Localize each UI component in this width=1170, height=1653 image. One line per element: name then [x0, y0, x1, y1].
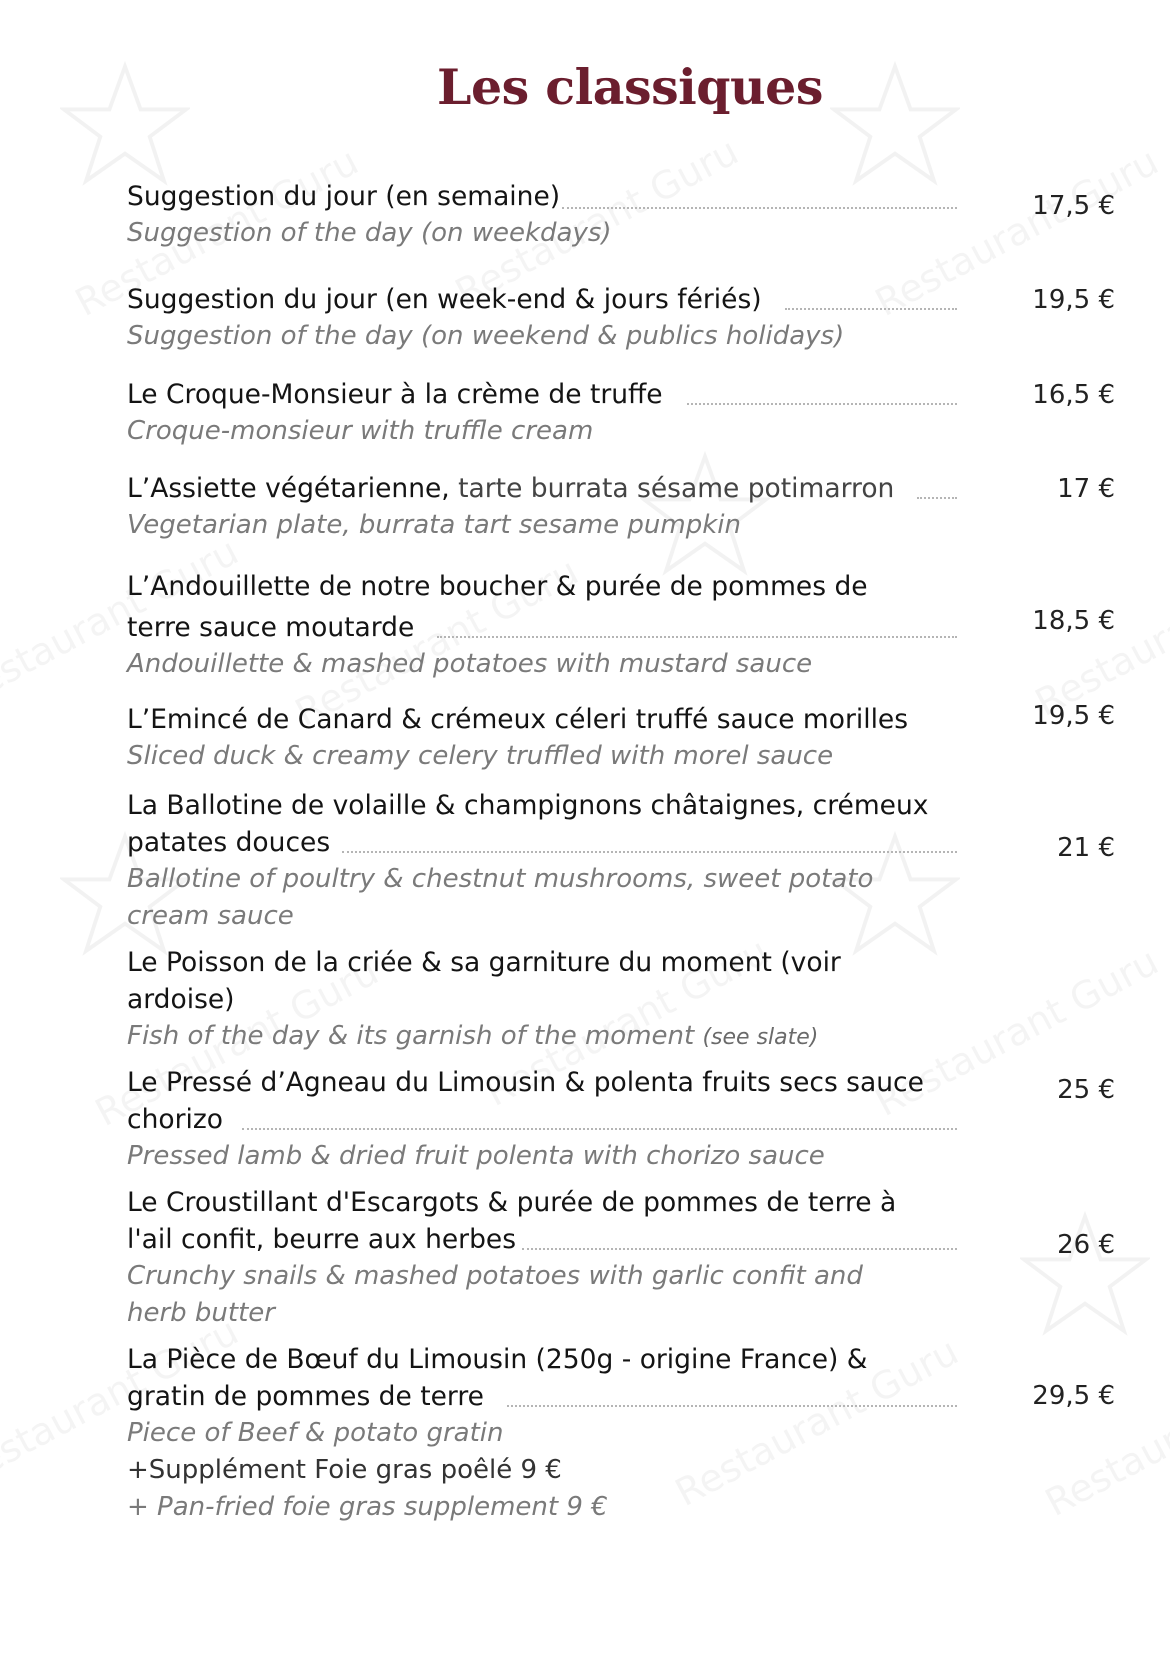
- item-addon-en: + Pan-fried foie gras supplement 9 €: [127, 1492, 608, 1522]
- item-name-en: Vegetarian plate, burrata tart sesame pumpkin: [127, 510, 741, 540]
- item-name-fr-line1: Le Pressé d’Agneau du Limousin & polenta fruits secs sauce: [127, 1067, 924, 1098]
- item-name-fr-line1: La Ballotine de volaille & champignons châtaignes, crémeux: [127, 790, 929, 821]
- dotted-leader: [242, 1128, 957, 1130]
- item-name-en-line1: Crunchy snails & mashed potatoes with garlic confit and: [127, 1261, 863, 1291]
- dotted-leader: [687, 403, 957, 405]
- item-name-fr-line2: gratin de pommes de terre: [127, 1381, 484, 1412]
- item-name-fr-line1: La Pièce de Bœuf du Limousin (250g - origine France) &: [127, 1344, 868, 1375]
- menu-item: [127, 787, 957, 935]
- item-name-fr: Le Croque-Monsieur à la crème de truffe: [127, 379, 663, 410]
- item-price: 25 €: [1057, 1075, 1115, 1105]
- item-name-fr: L’Emincé de Canard & crémeux céleri truffé sauce morilles: [127, 704, 909, 735]
- item-note-en: (see slate): [702, 1025, 819, 1050]
- menu-item: [127, 1064, 957, 1175]
- dotted-leader: [522, 1248, 957, 1250]
- dotted-leader: [917, 497, 957, 499]
- item-price: 19,5 €: [1032, 701, 1115, 731]
- item-name-en-main: Fish of the day & its garnish of the moment: [127, 1021, 695, 1051]
- item-name-main: L’Assiette végétarienne,: [127, 473, 450, 504]
- item-name-fr: Suggestion du jour (en week-end & jours fériés): [127, 284, 762, 315]
- item-name-fr-line2: chorizo: [127, 1104, 223, 1135]
- menu-item: [127, 1341, 957, 1526]
- item-name-en: Sliced duck & creamy celery truffled with morel sauce: [127, 741, 834, 771]
- menu-item: [127, 1184, 957, 1332]
- item-name-en: Croque-monsieur with truffle cream: [127, 416, 594, 446]
- item-name-detail: tarte burrata sésame potimarron: [449, 473, 895, 504]
- item-name-fr: [127, 470, 957, 507]
- item-name-fr: Suggestion du jour (en semaine): [127, 181, 561, 212]
- item-price: 29,5 €: [1032, 1381, 1115, 1411]
- item-price: 18,5 €: [1032, 606, 1115, 636]
- dotted-leader: [785, 308, 957, 310]
- dotted-leader: [507, 1405, 957, 1407]
- item-name-en: Suggestion of the day (on weekdays): [127, 218, 612, 248]
- item-name-fr-line1: L’Andouillette de notre boucher & purée de pommes de: [127, 571, 868, 602]
- item-name-fr-line1: Le Poisson de la criée & sa garniture du moment (voir: [127, 947, 841, 978]
- dotted-leader: [437, 636, 957, 638]
- item-name-en: Suggestion of the day (on weekend & publics holidays): [127, 321, 845, 351]
- item-name-fr-line2: l'ail confit, beurre aux herbes: [127, 1224, 516, 1255]
- item-name-fr-line2: patates douces: [127, 827, 331, 858]
- item-price: 16,5 €: [1032, 380, 1115, 410]
- item-name-en-line2: cream sauce: [127, 901, 294, 931]
- item-name-fr-line2: terre sauce moutarde: [127, 612, 415, 643]
- dotted-leader: [342, 851, 957, 853]
- dotted-leader: [562, 207, 957, 209]
- item-name-en-line2: herb butter: [127, 1298, 275, 1328]
- menu-item: [127, 178, 957, 252]
- page-title: Les classiques: [437, 58, 823, 116]
- menu-item: [127, 944, 957, 1056]
- item-name-en-line1: Ballotine of poultry & chestnut mushrooms, sweet potato: [127, 864, 874, 894]
- menu-item: [127, 470, 957, 544]
- item-price: 19,5 €: [1032, 285, 1115, 315]
- item-price: 17,5 €: [1032, 191, 1115, 221]
- item-price: 21 €: [1057, 833, 1115, 863]
- menu-item: [127, 281, 957, 355]
- item-name-en: Pressed lamb & dried fruit polenta with chorizo sauce: [127, 1141, 825, 1171]
- item-name-en: Andouillette & mashed potatoes with mustard sauce: [127, 649, 813, 679]
- menu-item: [127, 376, 957, 450]
- item-name-fr-line1: Le Croustillant d'Escargots & purée de pommes de terre à: [127, 1187, 897, 1218]
- item-price: 17 €: [1057, 474, 1115, 504]
- item-name-en: [127, 1018, 957, 1056]
- item-price: 26 €: [1057, 1230, 1115, 1260]
- watermark-text: [1038, 1339, 1170, 1525]
- item-name-fr-line2: ardoise): [127, 984, 235, 1015]
- item-name-en: Piece of Beef & potato gratin: [127, 1418, 504, 1448]
- menu-item: [127, 568, 957, 683]
- item-addon-fr: +Supplément Foie gras poêlé 9 €: [127, 1455, 562, 1485]
- menu-item: [127, 701, 957, 775]
